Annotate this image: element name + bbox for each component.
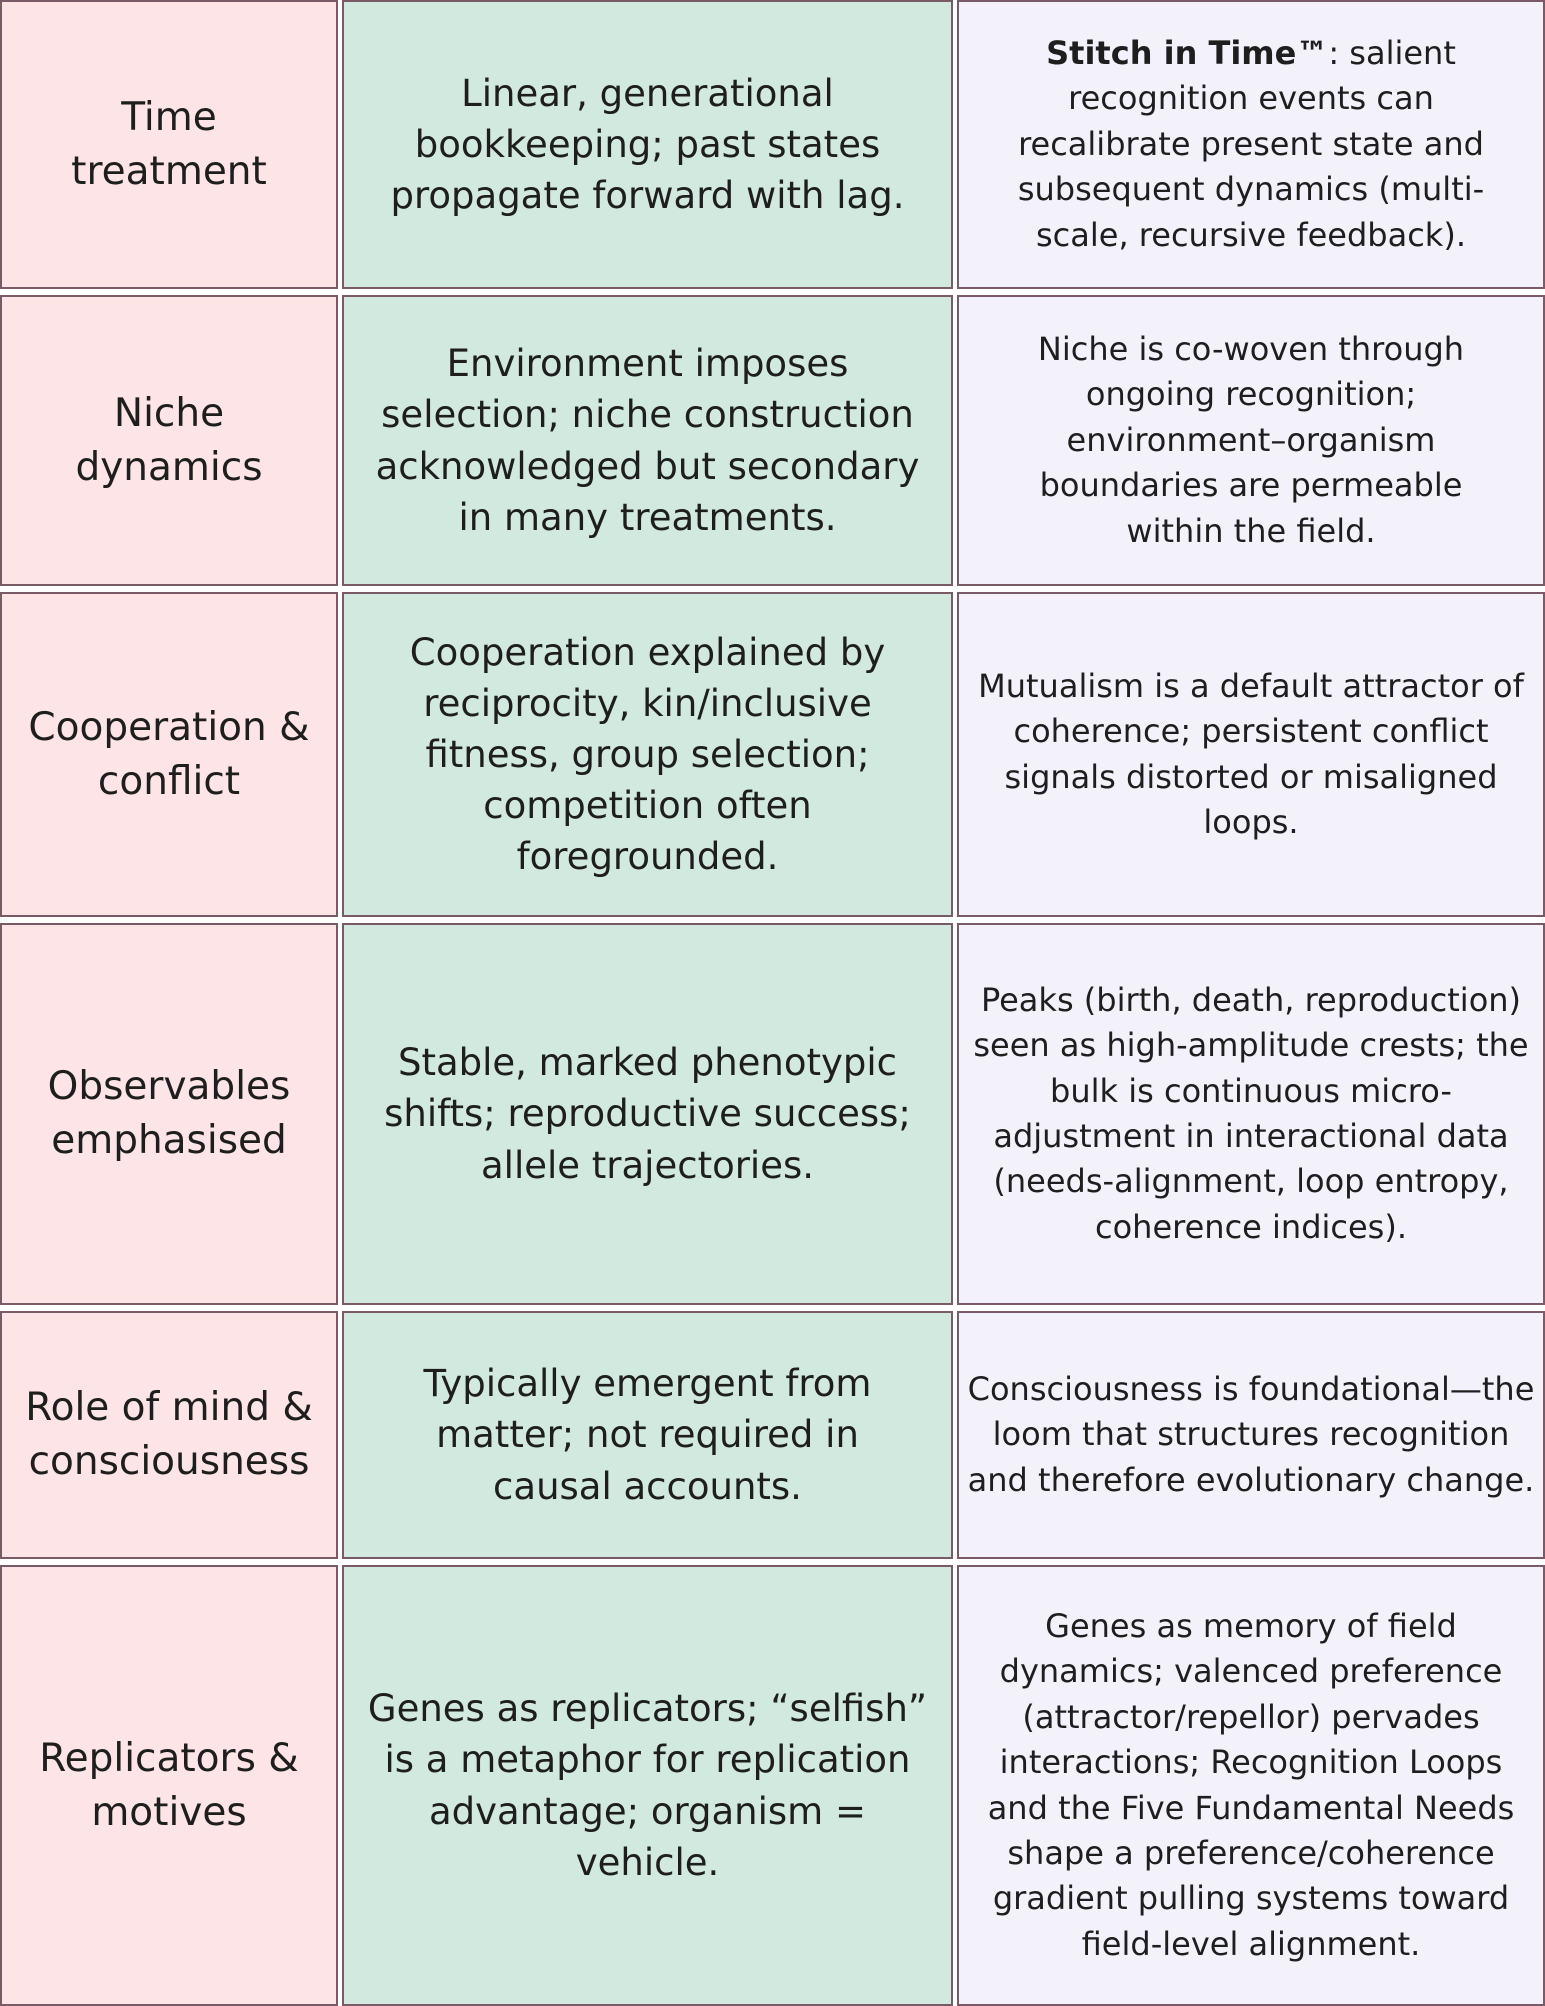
aspect-cell-role-of-mind [0, 1311, 338, 1559]
standard-text: Cooperation explained by reciprocity, kin/inclusive fitness, group selection; competition often foregrounded. [409, 630, 886, 879]
standard-text: Genes as replicators; “selfish” is a metaphor for replication advantage; organism = vehicle. [367, 1687, 928, 1884]
standard-cell-role-of-mind [342, 1311, 953, 1559]
standard-cell-niche-dynamics [342, 295, 953, 586]
alternative-cell-niche-dynamics [957, 295, 1545, 586]
alternative-cell-replicators-motives [957, 1565, 1545, 2006]
standard-text: Environment imposes selection; niche construction acknowledged but secondary in many treatments. [375, 342, 920, 539]
aspect-label: Time treatment [71, 94, 267, 194]
alternative-cell-cooperation-conflict [957, 592, 1545, 917]
aspect-cell-cooperation-conflict [0, 592, 338, 917]
aspect-label: Observables emphasised [47, 1064, 291, 1163]
standard-cell-cooperation-conflict [342, 592, 953, 917]
aspect-label: Niche dynamics [75, 390, 263, 490]
alternative-text: Niche is co-woven through ongoing recognition; environment–organism boundaries are permeable within the field. [1037, 329, 1465, 550]
alternative-text-wrapper [981, 31, 1521, 258]
stitch-in-time-term: Stitch in Time™ [1046, 33, 1329, 72]
alternative-cell-time-treatment [957, 0, 1545, 289]
standard-text: Typically emergent from matter; not required in causal accounts. [423, 1362, 872, 1508]
standard-text: Linear, generational bookkeeping; past states propagate forward with lag. [390, 71, 905, 218]
standard-cell-time-treatment [342, 0, 953, 289]
alternative-text: Genes as memory of field dynamics; valenced preference (attractor/repellor) pervades interactions; Recognition Loops and the Five Fundamental Needs shape a preference/coherence gradient pulling systems toward field-level alignment. [987, 1606, 1515, 1963]
aspect-label: Replicators & motives [39, 1735, 299, 1835]
alternative-text: Peaks (birth, death, reproduction) seen as high-amplitude crests; the bulk is continuous micro-adjustment in interactional data (needs-alignment, loop entropy, coherence indices). [973, 980, 1529, 1246]
alternative-text: Consciousness is foundational—the loom that structures recognition and therefore evolutionary change. [967, 1369, 1535, 1499]
standard-cell-replicators-motives [342, 1565, 953, 2006]
aspect-cell-replicators-motives [0, 1565, 338, 2006]
aspect-cell-time-treatment [0, 0, 338, 289]
aspect-cell-observables-emphasised [0, 923, 338, 1305]
alternative-cell-role-of-mind [957, 1311, 1545, 1559]
standard-text: Stable, marked phenotypic shifts; reproductive success; allele trajectories. [384, 1041, 911, 1187]
alternative-text: Mutualism is a default attractor of coherence; persistent conflict signals distorted or misaligned loops. [978, 666, 1524, 841]
aspect-cell-niche-dynamics [0, 295, 338, 586]
standard-cell-observables-emphasised [342, 923, 953, 1305]
aspect-label: Role of mind & consciousness [25, 1385, 313, 1484]
alternative-cell-observables-emphasised [957, 923, 1545, 1305]
alternative-text: : salient recognition events can recalibrate present state and subsequent dynamics (multi-scale, recursive feedback). [1017, 33, 1485, 254]
aspect-label: Cooperation & conflict [28, 704, 310, 804]
